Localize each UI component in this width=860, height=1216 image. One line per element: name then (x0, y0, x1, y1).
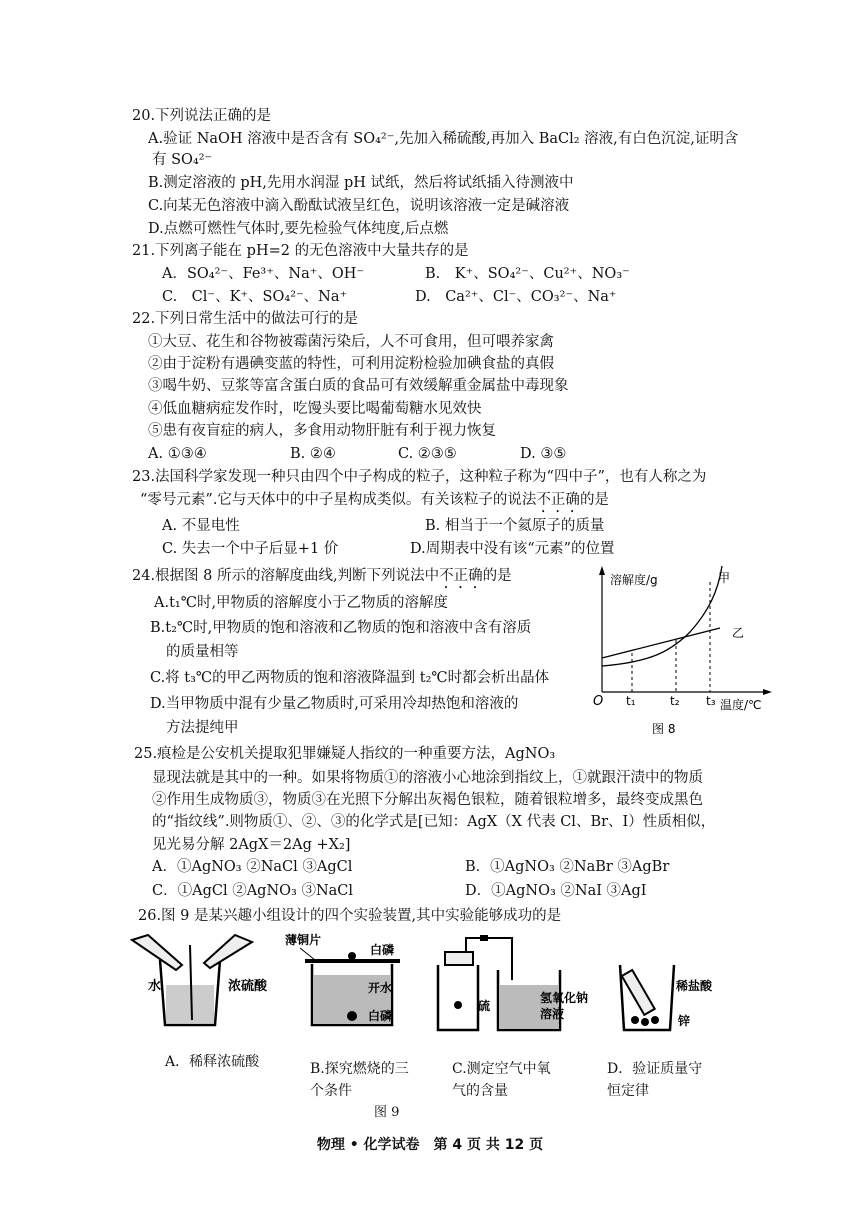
white-p-bottom (347, 1011, 357, 1021)
jar-c (438, 965, 478, 1030)
q22-option-d: D. ③⑤ (520, 446, 567, 462)
q22-statement-1: ①大豆、花生和谷物被霉菌污染后，人不可食用，但可喂养家禽 (148, 334, 554, 350)
zinc-1 (631, 1016, 639, 1024)
naoh-label-2: 溶液 (540, 1007, 565, 1021)
zinc-3 (651, 1016, 659, 1024)
fig9-caption-b2: 个条件 (310, 1083, 352, 1099)
q24-option-b-line1: B.t₂℃时,甲物质的饱和溶液和乙物质的饱和溶液中含有溶质 (150, 620, 532, 636)
q25-option-b: B．①AgNO₃ ②NaBr ③AgBr (465, 859, 670, 875)
q25-option-d: D．①AgNO₃ ②NaI ③AgI (465, 883, 647, 899)
page-footer: 物理 • 化学试卷 第 4 页 共 12 页 (316, 1137, 544, 1153)
q24-option-d-line1: D.当甲物质中混有少量乙物质时,可采用冷却热饱和溶液的 (150, 696, 519, 712)
y-axis-label: 溶解度/g (610, 573, 658, 587)
q21-option-b: B. K⁺、SO₄²⁻、Cu²⁺、NO₃⁻ (425, 266, 630, 282)
q22-option-b: B. ②④ (290, 446, 336, 462)
q21-stem: 21.下列离子能在 pH=2 的无色溶液中大量共存的是 (132, 243, 469, 259)
apparatus-b (285, 932, 400, 1025)
q25-line1: 25.痕检是公安机关提取犯罪嫌疑人指纹的一种重要方法，AgNO₃ (134, 746, 556, 762)
q20-option-d: D.点燃可燃性气体时,要先检验气体纯度,后点燃 (148, 221, 449, 237)
q23-option-a: A. 不显电性 (162, 518, 240, 534)
q23-option-d: D.周期表中没有该“元素”的位置 (410, 541, 615, 557)
q22-option-c: C. ②③⑤ (398, 446, 457, 462)
q22-statement-3: ③喝牛奶、豆浆等富含蛋白质的食品可有效缓解重金属盐中毒现象 (148, 378, 569, 394)
curve-yi-label: 乙 (732, 626, 745, 640)
q23-stem-line2: “零号元素”.它与天体中的中子星构成类似。有关该粒子的说法不正确的是 (140, 492, 609, 508)
dil-hcl-label: 稀盐酸 (676, 979, 713, 993)
fig9-caption-b1: B.探究燃烧的三 (310, 1061, 409, 1077)
q25-line2: 显现法就是其中的一种。如果将物质①的溶液小心地涂到指纹上，①就跟汗渍中的物质 (152, 770, 703, 786)
water-label: 水 (148, 979, 162, 994)
zinc-label: 锌 (678, 1014, 691, 1028)
apparatus-d (620, 965, 713, 1030)
q22-statement-2: ②由于淀粉有遇碘变蓝的特性，可利用淀粉检验加碘食盐的真假 (148, 356, 554, 372)
q24-option-b-line2: 的质量相等 (166, 644, 239, 660)
t2-label: t₂ (670, 694, 680, 708)
clamp-c (480, 935, 488, 941)
sulfur-spoon (454, 1001, 462, 1009)
q24-option-d-line2: 方法提纯甲 (166, 720, 239, 736)
q20-option-b: B.测定溶液的 pH,先用水润湿 pH 试纸，然后将试纸插入待测液中 (148, 175, 574, 191)
q21-option-c: C. Cl⁻、K⁺、SO₄²⁻、Na⁺ (162, 289, 348, 305)
apparatus-c (438, 935, 588, 1030)
q25-line3: ②作用生成物质③，物质③在光照下分解出灰褐色银粒，随着银粒增多，最终变成黑色 (152, 792, 703, 808)
figure-8-solubility-chart (590, 562, 780, 744)
q22-statement-4: ④低血糖病症发作时，吃馒头要比喝葡萄糖水见效快 (148, 401, 482, 417)
q25-line5: 见光易分解 2AgX＝2Ag +X₂] (152, 837, 351, 853)
funnel-right (204, 935, 252, 968)
funnel-left (132, 935, 182, 970)
figure-9-apparatus (120, 930, 730, 1040)
origin-label: O (593, 694, 604, 709)
q25-option-c: C．①AgCl ②AgNO₃ ③NaCl (152, 883, 354, 899)
naoh-label-1: 氢氧化钠 (540, 991, 589, 1005)
q20-option-a-line1: A.验证 NaOH 溶液中是否含有 SO₄²⁻,先加入稀硫酸,再加入 BaCl₂ 溶液,有白色沉淀,证明含 (148, 131, 739, 147)
copper-pointer (300, 948, 315, 960)
white-p2-label: 白磷 (368, 1009, 393, 1023)
white-p-top (348, 952, 356, 960)
test-tube-d (622, 970, 655, 1015)
q23-option-b: B. 相当于一个氦原子的质量 (425, 518, 605, 534)
curve-jia-label: 甲 (718, 571, 731, 585)
stopper-c (445, 952, 473, 965)
copper-label: 薄铜片 (285, 933, 322, 947)
apparatus-a (132, 935, 268, 1025)
fig9-caption-d1: D．验证质量守 (607, 1061, 703, 1077)
q24-emphasis: 不正确 (439, 568, 483, 584)
zinc-2 (641, 1018, 649, 1026)
fig9-caption-c2: 气的含量 (452, 1083, 508, 1099)
q25-option-a: A．①AgNO₃ ②NaCl ③AgCl (152, 859, 353, 875)
q22-statement-5: ⑤患有夜盲症的病人，多食用动物肝脏有利于视力恢复 (148, 423, 496, 439)
q24-option-c: C.将 t₃℃的甲乙两物质的饱和溶液降温到 t₂℃时都会析出晶体 (150, 670, 550, 686)
q21-option-a: A．SO₄²⁻、Fe³⁺、Na⁺、OH⁻ (162, 266, 365, 282)
white-p1-label: 白磷 (370, 943, 395, 957)
q20-stem: 20.下列说法正确的是 (132, 108, 272, 124)
q26-stem: 26.图 9 是某兴趣小组设计的四个实验装置,其中实验能够成功的是 (138, 908, 562, 924)
q20-option-c: C.向某无色溶液中滴入酚酞试液呈红色，说明该溶液一定是碱溶液 (148, 198, 570, 214)
q21-option-d: D. Ca²⁺、Cl⁻、CO₃²⁻、Na⁺ (415, 289, 617, 305)
q20-option-a-line2: 有 SO₄²⁻ (152, 152, 213, 168)
hot-water-label: 开水 (368, 981, 393, 995)
t1-label: t₁ (626, 694, 636, 708)
beaker-a-liquid (166, 985, 214, 1023)
q23-stem-line1: 23.法国科学家发现一种只由四个中子构成的粒子，这种粒子称为“四中子”，也有人称之为 (132, 469, 707, 485)
fig9-caption-a: A．稀释浓硫酸 (165, 1054, 260, 1070)
x-axis-label: 温度/℃ (720, 698, 762, 712)
y-axis-arrow (599, 566, 605, 575)
conc-acid-label: 浓硫酸 (228, 979, 268, 994)
fig9-caption-d2: 恒定律 (607, 1083, 649, 1099)
q23-emphasis: 不正确 (536, 492, 580, 508)
q22-option-a: A. ①③④ (148, 446, 207, 462)
q24-option-a: A.t₁℃时,甲物质的溶解度小于乙物质的溶解度 (154, 595, 449, 611)
figure-9-caption: 图 9 (374, 1105, 400, 1120)
q25-line4: 的“指纹线”.则物质①、②、③的化学式是[已知：AgX（X 代表 Cl、Br、I）性质相似， (152, 814, 716, 830)
q23-option-c: C. 失去一个中子后显+1 价 (162, 541, 339, 557)
figure-8-caption: 图 8 (652, 722, 676, 736)
fig9-caption-c1: C.测定空气中氧 (452, 1061, 551, 1077)
sulfur-label: 硫 (478, 999, 491, 1013)
q24-stem: 24.根据图 8 所示的溶解度曲线,判断下列说法中不正确的是 (132, 568, 512, 584)
x-axis-arrow (763, 689, 772, 695)
q22-stem: 22.下列日常生活中的做法可行的是 (132, 311, 359, 327)
t3-label: t₃ (706, 694, 716, 708)
